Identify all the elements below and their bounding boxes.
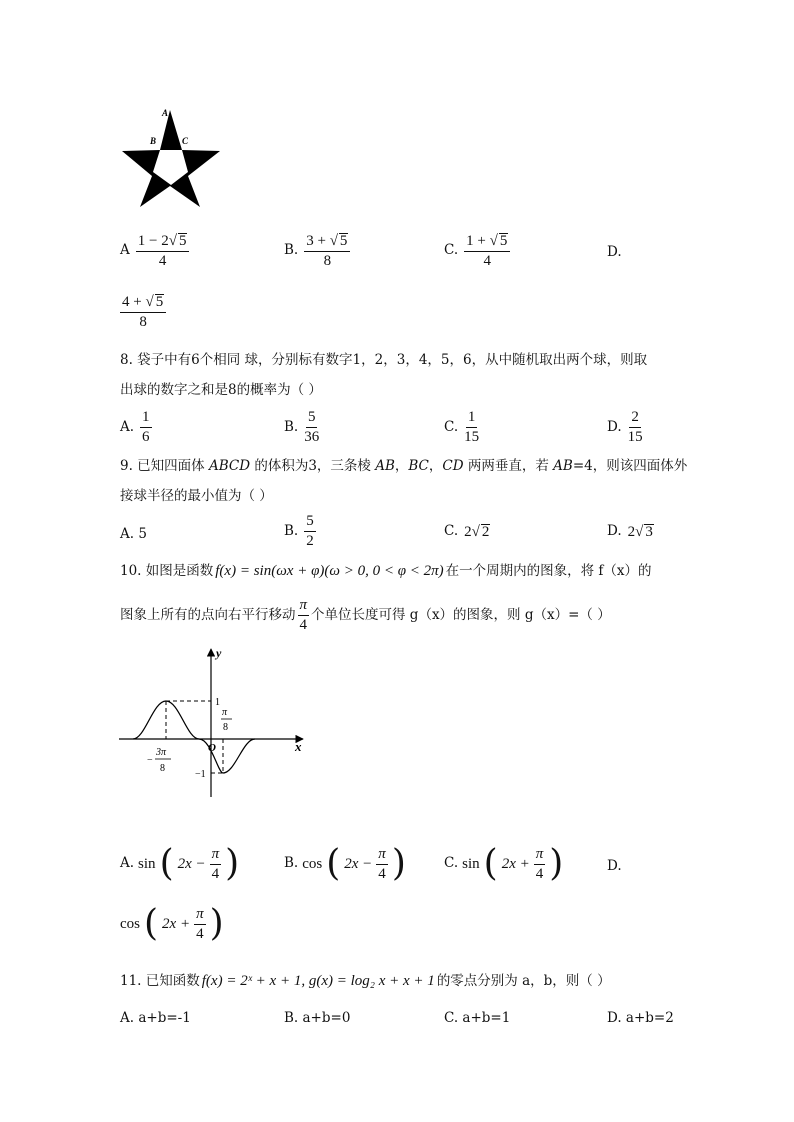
star-label-c: C <box>182 136 189 146</box>
fraction: $\frac{\pi}{4}$ <box>211 845 220 882</box>
q10-line2: 图象上所有的点向右平行移动 $\frac{\pi}{4}$ 个单位长度可得 g（x）的图象，则 g（x）=（ ） <box>120 597 611 633</box>
fraction: $\frac{2}{15}$ <box>627 409 643 445</box>
fraction: $\frac{4 + √ 5}{8}$ <box>120 294 166 330</box>
q7-option-a[interactable]: A $\frac{1 - 2√ 5}{4}$ <box>120 233 189 269</box>
q8-option-d[interactable]: D. $\frac{2}{15}$ <box>607 409 643 445</box>
star-figure <box>120 104 224 210</box>
fraction: $\frac{5}{36}$ <box>304 409 320 445</box>
tick-minus-one: −1 <box>195 769 206 780</box>
q7-option-d[interactable] <box>120 294 166 330</box>
q10-option-a[interactable]: A. sin ( 2x − $\frac{\pi}{4}$ ) <box>120 843 240 884</box>
tick-one: 1 <box>215 697 220 708</box>
star-label-b: B <box>150 136 157 146</box>
q8-option-c[interactable]: C. $\frac{1}{15}$ <box>444 409 480 445</box>
q7-option-c[interactable]: C. $\frac{1 + √ 5}{4}$ <box>444 233 510 269</box>
fraction: $\frac{5}{2}$ <box>306 513 314 549</box>
q8-line2: 出球的数字之和是8的概率为（ ） <box>120 382 322 398</box>
fraction: $\frac{\pi}{4}$ <box>299 597 308 633</box>
q11-option-d[interactable]: D. a+b=2 <box>607 1010 674 1026</box>
q7-option-b[interactable]: B. $\frac{3 + √ 5}{8}$ <box>284 233 350 269</box>
fraction: $\frac{\pi}{4}$ <box>196 905 204 942</box>
origin-label: O <box>208 742 216 754</box>
q10-option-d-letter[interactable]: D. <box>607 858 622 874</box>
q7-option-d-letter[interactable]: D. <box>607 244 622 260</box>
q9-option-c[interactable]: C. 2√ 2 <box>444 523 490 540</box>
tick-neg3pi8-sign: − <box>147 755 153 766</box>
x-axis-label: x <box>295 739 302 754</box>
tick-neg3pi8-den: 8 <box>160 763 165 774</box>
q8-option-a[interactable]: A. $\frac{1}{6}$ <box>120 409 150 445</box>
q9-option-a[interactable]: A. 5 <box>120 526 147 542</box>
q11-option-c[interactable]: C. a+b=1 <box>444 1010 511 1026</box>
q10-option-c[interactable]: C. sin ( 2x + $\frac{\pi}{4}$ ) <box>444 843 564 884</box>
q11-option-a[interactable]: A. a+b=-1 <box>120 1010 191 1026</box>
fraction: $\frac{\pi}{4}$ <box>535 845 544 882</box>
tick-pi8-num: π <box>222 707 228 718</box>
q9-option-d[interactable]: D. 2√ 3 <box>607 523 653 540</box>
q8-line1: 8. 袋子中有6个相同 球，分别标有数字1，2，3，4，5，6，从中随机取出两个球，则取 <box>120 352 648 368</box>
q9-line1: 9. 已知四面体 ABCD 的体积为3，三条棱 AB，BC，CD 两两垂直，若 AB=4，则该四面体外 <box>120 458 688 474</box>
q10-option-b[interactable]: B. cos ( 2x − $\frac{\pi}{4}$ ) <box>284 843 406 884</box>
q11-option-b[interactable]: B. a+b=0 <box>284 1010 351 1026</box>
fraction: $\frac{1 - 2√ 5}{4}$ <box>136 233 190 269</box>
q10-option-d[interactable]: cos ( 2x + $\frac{\pi}{4}$ ) <box>120 903 224 944</box>
q8-option-b[interactable]: B. $\frac{5}{36}$ <box>284 409 320 445</box>
tick-pi8-den: 8 <box>223 722 228 733</box>
tick-neg3pi8-num: 3π <box>156 747 167 758</box>
q9-option-b[interactable]: B. $\frac{5}{2}$ <box>284 513 314 549</box>
fraction: $\frac{1}{15}$ <box>464 409 480 445</box>
fraction: $\frac{1 + √ 5}{4}$ <box>464 233 510 269</box>
fraction: $\frac{\pi}{4}$ <box>378 845 386 882</box>
q9-line2: 接球半径的最小值为（ ） <box>120 488 273 504</box>
star-label-a: A <box>162 108 169 118</box>
q10-line1: 10. 如图是函数 f(x) = sin(ωx + φ)(ω > 0, 0 < φ < 2π) 在一个周期内的图象，将 f（x）的 <box>120 562 652 579</box>
fraction: $\frac{3 + √ 5}{8}$ <box>304 233 350 269</box>
y-axis-label: y <box>216 646 222 660</box>
fraction: $\frac{1}{6}$ <box>142 409 150 445</box>
q10-sine-graph <box>115 645 315 805</box>
q11-stem: 11. 已知函数 f(x) = 2ˣ + x + 1, g(x) = log₂ x + x + 1 的零点分别为 a，b，则（ ） <box>120 972 611 989</box>
